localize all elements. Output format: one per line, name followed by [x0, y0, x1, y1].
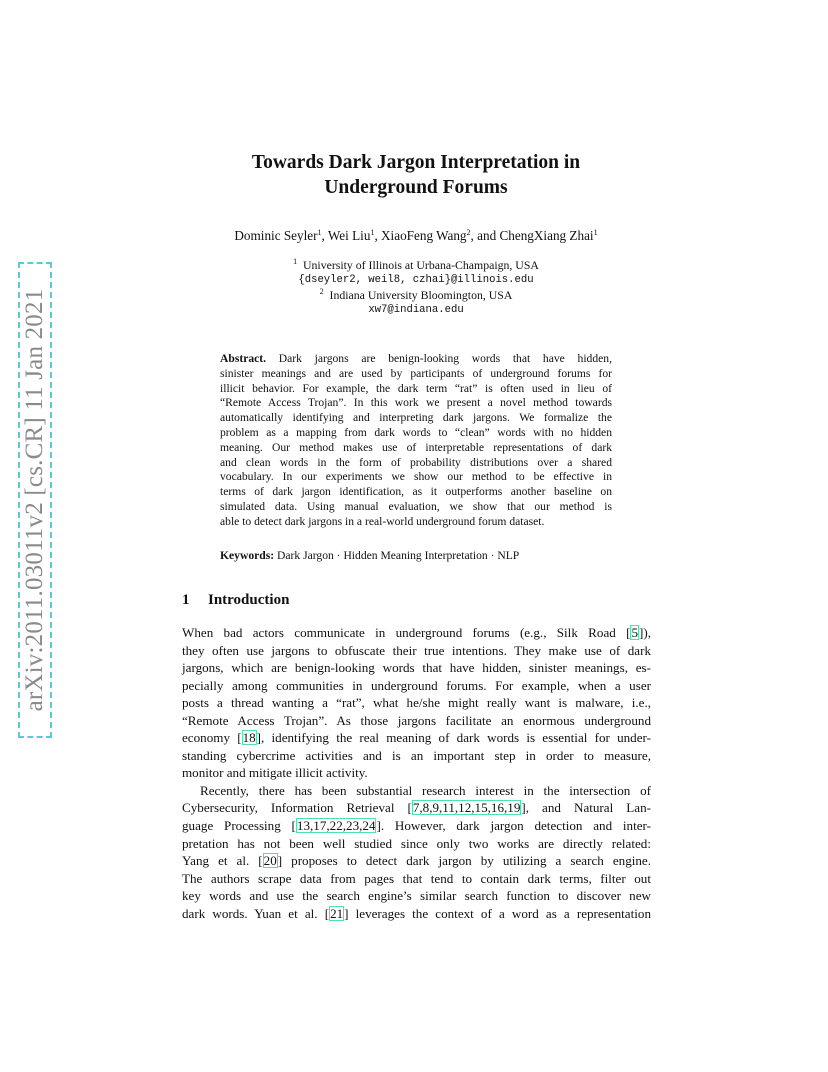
citation-link[interactable]: 21	[330, 905, 344, 921]
introduction-body	[182, 624, 651, 922]
body-line: pretation has not been well studied since only two works are directly related:	[182, 835, 651, 851]
title-line-1: Towards Dark Jargon Interpretation in	[251, 152, 581, 173]
citation-link[interactable]: 18	[242, 730, 256, 746]
section-title: Introduction	[208, 592, 290, 608]
arxiv-id: arXiv:2011.03011v2 [cs.CR] 11 Jan 2021	[21, 288, 48, 712]
body-line: pecially among communities in underground forums. For example, when a user	[182, 677, 651, 693]
body-line: Cybersecurity, Information Retrieval [7,8,9,11,12,15,16,19], and Natural Lan-	[182, 800, 651, 816]
author-2: Wei Liu$^1$,	[327, 228, 382, 243]
section-number: 1	[182, 592, 190, 608]
paper-title	[160, 150, 672, 200]
abstract-line: simulated data. Using manual evaluation, we show that our method is	[220, 499, 612, 513]
body-line: jargons, which are benign-looking words that have hidden, sinister meanings, es-	[182, 660, 651, 676]
body-line: Recently, there has been substantial research interest in the intersection of	[200, 782, 651, 798]
abstract-line: and clean words in the form of probability distributions over a shared	[220, 455, 612, 469]
citation-link[interactable]: 7,8,9,11,12,15,16,19	[412, 800, 521, 816]
keywords-text: Dark Jargon · Hidden Meaning Interpretation · NLP	[274, 549, 520, 562]
affiliations	[150, 258, 682, 318]
body-line: standing cybercrime activities and is an important step in order to measure,	[182, 747, 651, 763]
author-4: ChengXiang Zhai$^1$	[499, 228, 598, 243]
title-line-2: Underground Forums	[324, 177, 508, 198]
body-line: posts a thread wanting a “rat”, what he/she might really want is malware, i.e.,	[182, 695, 651, 711]
abstract-line: meaning. Our method makes use of interpretable representations of dark	[220, 440, 612, 454]
body-line: economy [18], identifying the real meaning of dark words is essential for under-	[182, 730, 651, 746]
citation-link[interactable]: 13,17,22,23,24	[296, 818, 376, 834]
abstract-line: problem as a mapping from dark words to “clean” words with no hidden	[220, 425, 612, 439]
body-line: “Remote Access Trojan”. As those jargons facilitate an enormous underground	[182, 712, 651, 728]
body-line: Yang et al. [20] proposes to detect dark jargon by utilizing a search engine.	[182, 853, 652, 869]
abstract	[220, 352, 612, 530]
arxiv-stamp[interactable]	[18, 262, 52, 738]
section-heading	[182, 592, 289, 609]
body-line: monitor and mitigate illicit activity.	[182, 765, 368, 781]
abstract-line: illicit behavior. For example, the dark term “rat” is often used in lieu of	[220, 381, 612, 395]
body-line: When bad actors communicate in underground forums (e.g., Silk Road [5]),	[182, 625, 651, 640]
citation-link[interactable]: 20	[263, 853, 277, 869]
abstract-line: Abstract. Dark jargons are benign-looking words that have hidden,	[220, 352, 612, 365]
abstract-line: automatically identifying and interpreting dark jargons. We formalize the	[220, 411, 612, 425]
body-line: The authors scrape data from pages that tend to contain dark terms, filter out	[182, 870, 651, 886]
abstract-line: terms of dark jargon identification, as it outperforms another baseline on	[220, 485, 612, 499]
abstract-line: “Remote Access Trojan”. In this work we present a novel method towards	[220, 396, 612, 410]
affiliation-1-email[interactable]: {dseyler2, weil8, czhai}@illinois.edu	[298, 274, 534, 286]
body-line: dark words. Yuan et al. [21] leverages the context of a word as a representation	[182, 905, 651, 921]
body-line: they often use jargons to obfuscate their true intentions. They make use of dark	[182, 642, 651, 658]
citation-link[interactable]: 5	[631, 625, 638, 640]
author-list	[150, 228, 682, 244]
keywords-label: Keywords:	[220, 549, 275, 562]
affiliation-2-email[interactable]: xw7@indiana.edu	[368, 304, 464, 316]
affiliation-2: $^2$ Indiana University Bloomington, USA	[319, 287, 513, 302]
author-1: Dominic Seyler$^1$,	[234, 228, 328, 243]
author-3: XiaoFeng Wang$^2$, and	[381, 228, 500, 243]
body-line: guage Processing [13,17,22,23,24]. However, dark jargon detection and inter-	[182, 818, 651, 834]
abstract-line: vocabulary. In our experiments we show our method to be effective in	[220, 470, 612, 484]
affiliation-1: $^1$ University of Illinois at Urbana-Champaign, USA	[293, 257, 539, 272]
abstract-line: sinister meanings and are used by participants of underground forums for	[220, 366, 612, 380]
keywords	[220, 549, 620, 562]
abstract-line: able to detect dark jargons in a real-world underground forum dataset.	[220, 514, 545, 528]
body-line: key words and use the search engine’s similar search function to discover new	[182, 888, 651, 904]
